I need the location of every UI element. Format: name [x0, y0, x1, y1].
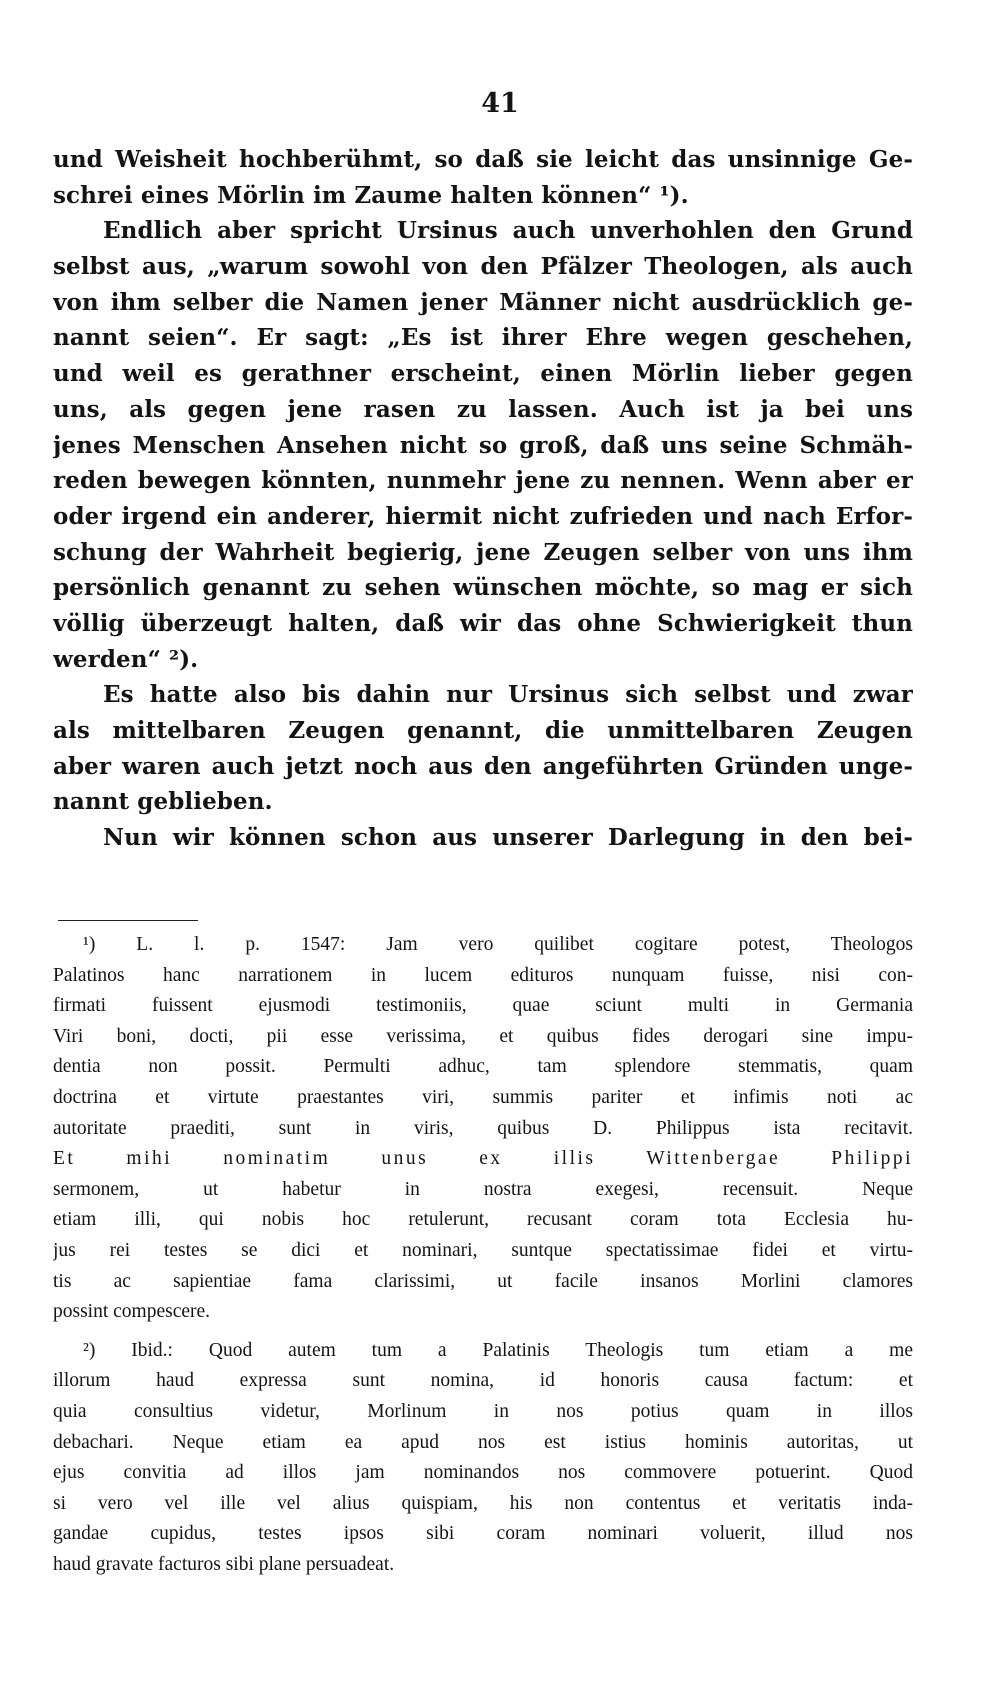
text-line: nannt geblieben. [53, 788, 273, 816]
footnote-line: Palatinos hanc narrationem in lucem edituros nunquam fuisse, nisi con- [53, 964, 913, 986]
text-line: aber waren auch jetzt noch aus den angeführten Gründen unge- [53, 752, 913, 780]
text-line: oder irgend ein anderer, hiermit nicht zufrieden und nach Erfor- [53, 502, 913, 530]
text-line: uns, als gegen jene rasen zu lassen. Auch ist ja bei uns [53, 395, 913, 423]
footnote-line: possint compescere. [53, 1301, 211, 1323]
footnote-separator [58, 920, 198, 921]
footnote-line: debachari. Neque etiam ea apud nos est istius hominis autoritas, ut [53, 1431, 913, 1453]
main-text [53, 142, 913, 856]
footnote-1 [53, 930, 913, 1328]
footnotes [53, 930, 913, 1580]
footnote-line: ¹) L. l. p. 1547: Jam vero quilibet cogitare potest, Theologos [83, 934, 913, 955]
text-line: schung der Wahrheit begierig, jene Zeugen selber von uns ihm [53, 538, 913, 566]
footnote-line: illorum haud expressa sunt nomina, id honoris causa factum: et [53, 1370, 913, 1392]
footnote-line: quia consultius videtur, Morlinum in nos potius quam in illos [53, 1400, 913, 1422]
text-line: Nun wir können schon aus unserer Darlegung in den bei- [103, 824, 913, 852]
footnote-line: dentia non possit. Permulti adhuc, tam splendore stemmatis, quam [53, 1056, 913, 1078]
text-line: völlig überzeugt halten, daß wir das ohne Schwierigkeit thun [53, 609, 913, 637]
footnote-line: si vero vel ille vel alius quispiam, his non contentus et veritatis inda- [53, 1492, 913, 1514]
footnote-line: tis ac sapientiae fama clarissimi, ut facile insanos Morlini clamores [53, 1270, 913, 1292]
footnote-line: Et mihi nominatim unus ex illis Wittenbergae Philippi [53, 1148, 913, 1170]
text-line: und weil es gerathner erscheint, einen Mörlin lieber gegen [53, 360, 913, 388]
footnote-2 [53, 1336, 913, 1581]
page-number: 41 [481, 88, 519, 119]
footnote-line: Viri boni, docti, pii esse verissima, et quibus fides derogari sine impu- [53, 1025, 913, 1047]
text-line: schrei eines Mörlin im Zaume halten können“ ¹). [53, 181, 689, 209]
footnote-line: ²) Ibid.: Quod autem tum a Palatinis Theologis tum etiam a me [83, 1339, 913, 1361]
footnote-gap [53, 1328, 913, 1336]
text-line: von ihm selber die Namen jener Männer nicht ausdrücklich ge- [53, 288, 913, 316]
footnote-line: etiam illi, qui nobis hoc retulerunt, recusant coram tota Ecclesia hu- [53, 1209, 913, 1231]
text-line: selbst aus, „warum sowohl von den Pfälzer Theologen, als auch [53, 253, 913, 281]
footnote-line: jus rei testes se dici et nominari, suntque spectatissimae fidei et virtu- [53, 1239, 913, 1261]
text-line: und Weisheit hochberühmt, so daß sie leicht das unsinnige Ge- [53, 146, 913, 173]
text-line: reden bewegen könnten, nunmehr jene zu nennen. Wenn aber er [53, 467, 913, 495]
footnote-line: sermonem, ut habetur in nostra exegesi, recensuit. Neque [53, 1178, 913, 1200]
footnote-line: autoritate praediti, sunt in viris, quibus D. Philippus ista recitavit. [53, 1117, 913, 1139]
footnote-line: doctrina et virtute praestantes viri, summis pariter et infimis noti ac [53, 1086, 913, 1108]
footnote-line: firmati fuissent ejusmodi testimoniis, quae sciunt multi in Germania [53, 995, 913, 1017]
text-line: als mittelbaren Zeugen genannt, die unmittelbaren Zeugen [53, 717, 913, 744]
footnote-line: gandae cupidus, testes ipsos sibi coram nominari voluerit, illud nos [53, 1523, 913, 1545]
text-line: jenes Menschen Ansehen nicht so groß, daß uns seine Schmäh- [53, 431, 913, 459]
footnote-line: haud gravate facturos sibi plane persuadeat. [53, 1553, 395, 1575]
text-line: nannt seien“. Er sagt: „Es ist ihrer Ehre wegen geschehen, [53, 324, 913, 352]
footnote-line: ejus convitia ad illos jam nominandos nos commovere potuerint. Quod [53, 1462, 913, 1484]
text-line: werden“ ²). [53, 645, 199, 673]
text-line: persönlich genannt zu sehen wünschen möchte, so mag er sich [53, 574, 913, 602]
text-line: Es hatte also bis dahin nur Ursinus sich selbst und zwar [103, 681, 913, 709]
text-line: Endlich aber spricht Ursinus auch unverhohlen den Grund [103, 217, 913, 245]
